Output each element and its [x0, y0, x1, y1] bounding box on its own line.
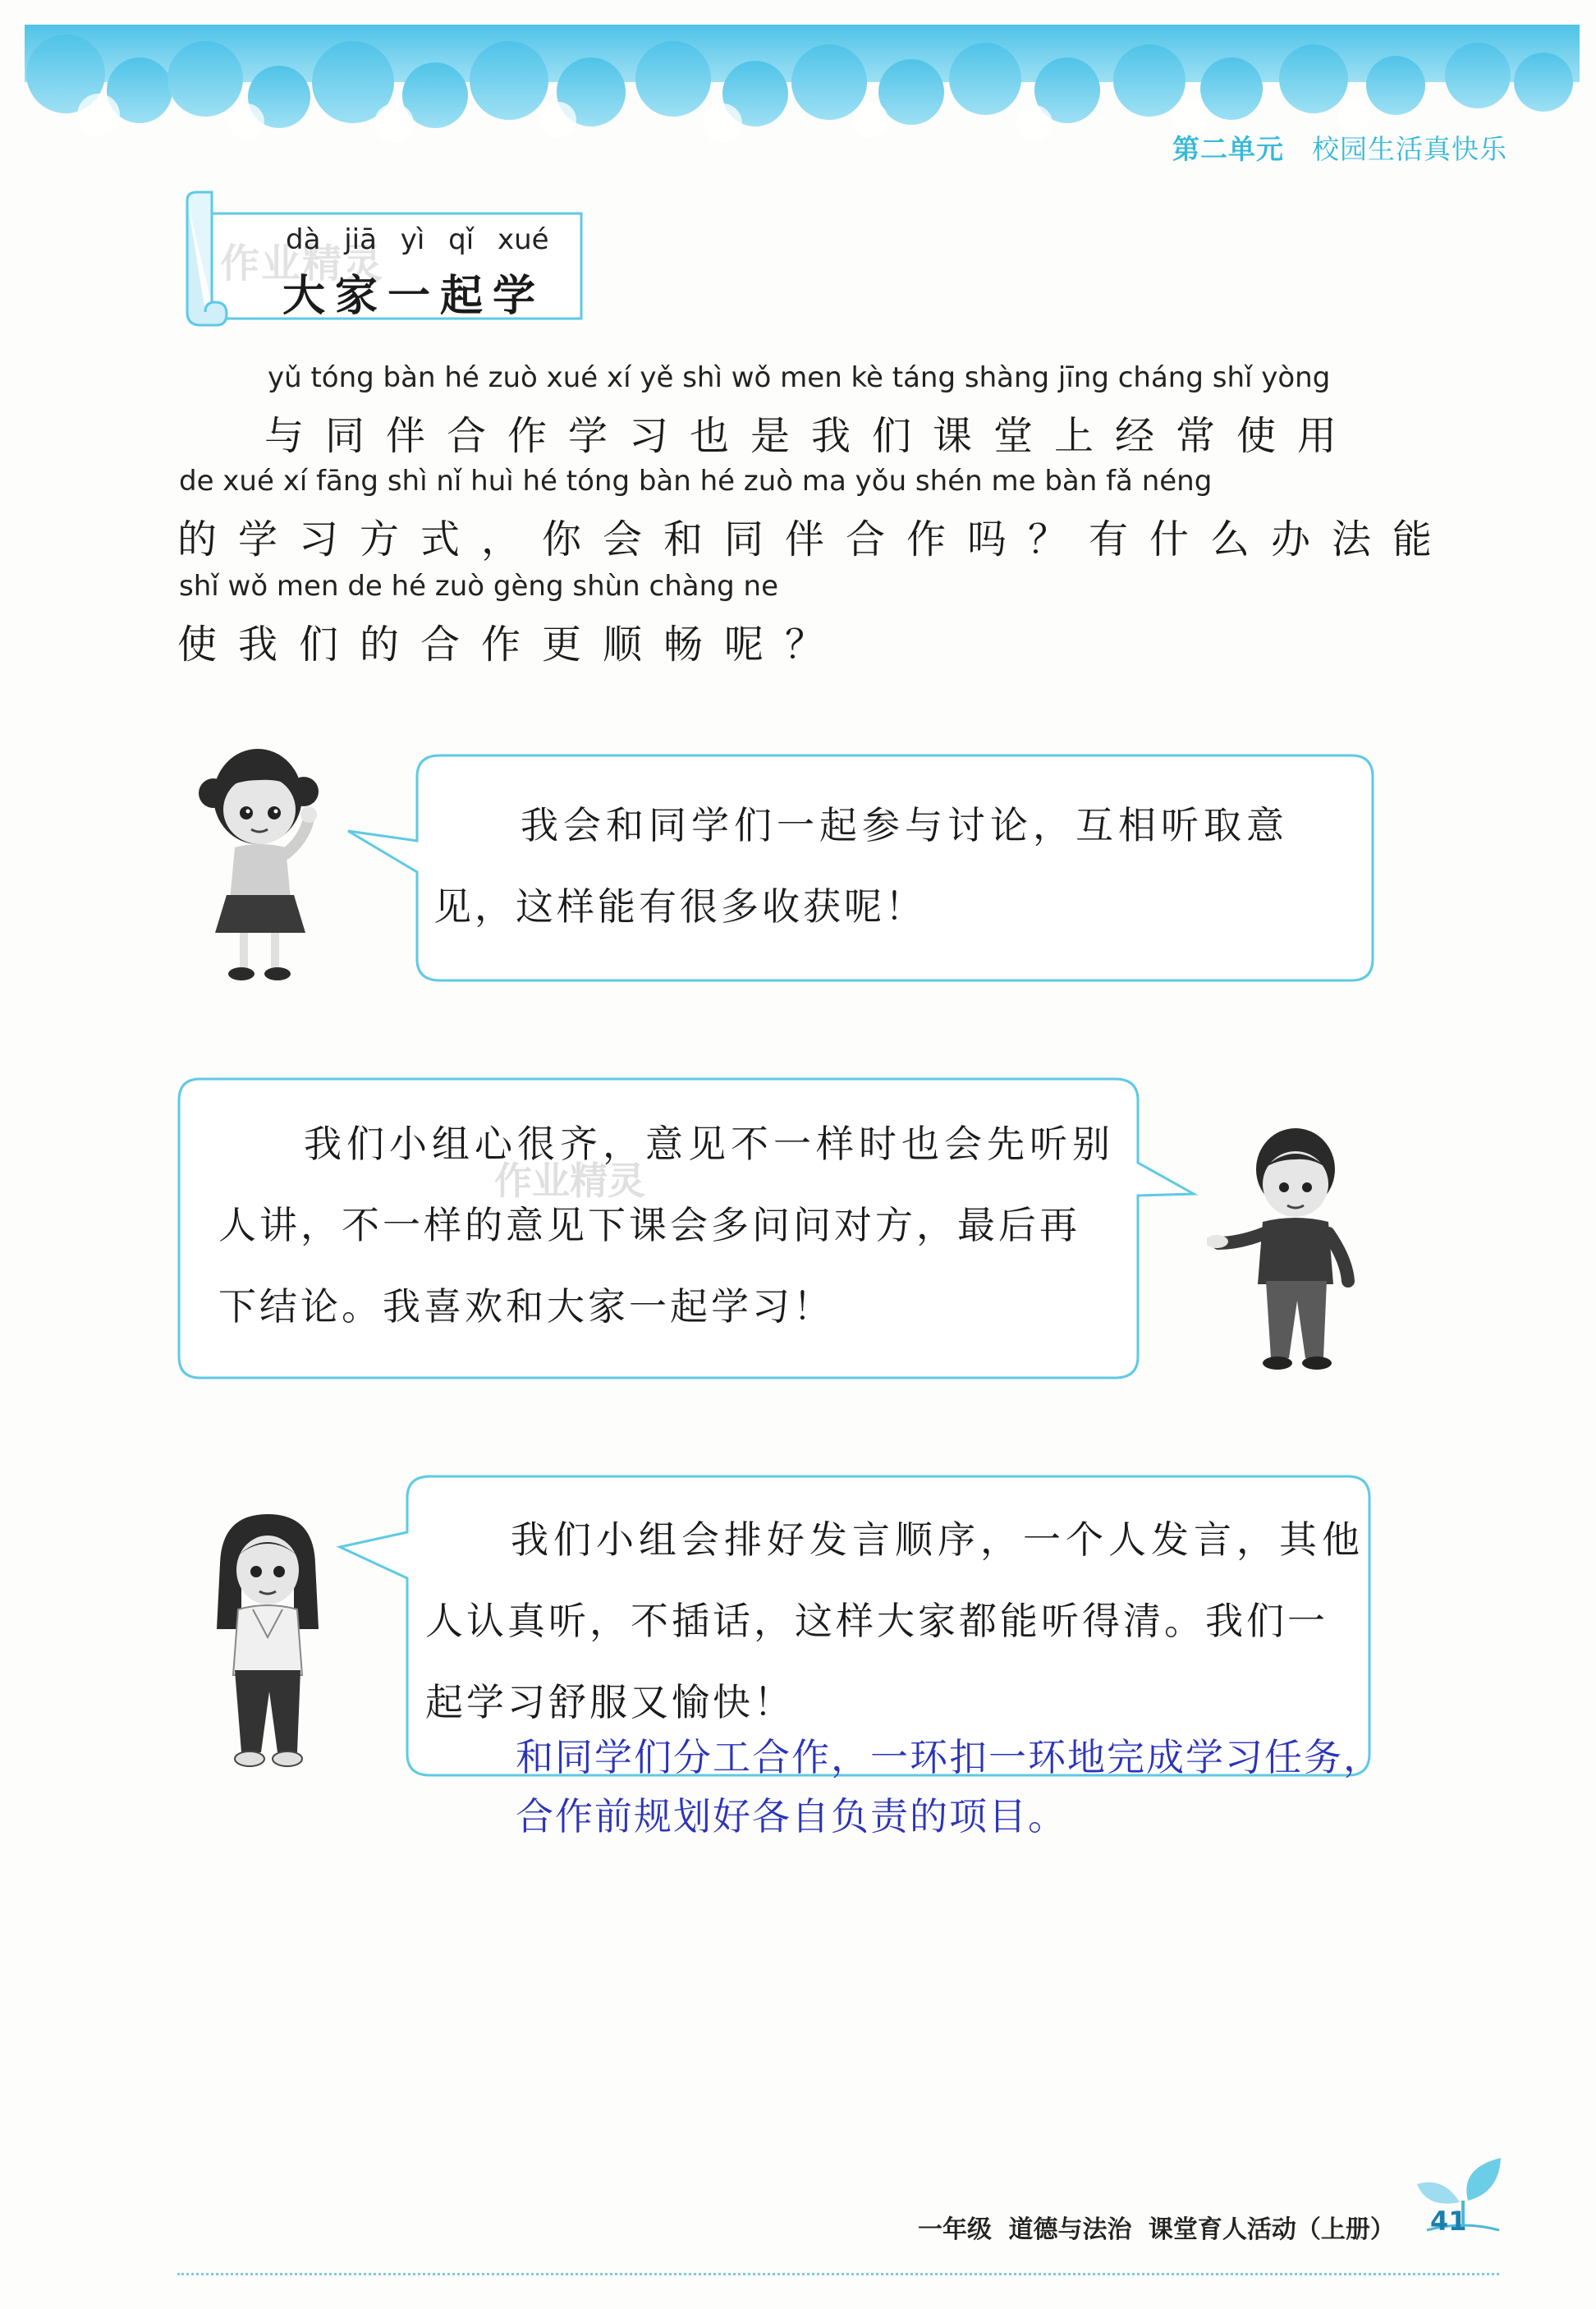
watermark: 作业精灵: [220, 241, 385, 287]
footer-divider: [177, 2273, 1499, 2275]
bubble-2-text-line: 人讲，不一样的意见下课会多问问对方，最后再: [218, 1203, 1080, 1247]
long-hair-girl-character-illustration: [205, 1506, 328, 1777]
unit-theme: 校园生活真快乐: [1312, 133, 1507, 165]
section-title-pinyin: dà jiā yì qǐ xué: [286, 223, 549, 256]
boy-character-illustration: [1207, 1120, 1379, 1383]
bubble-1-text-line: 我会和同学们一起参与讨论，互相听取意: [521, 803, 1289, 847]
written-answer-line: 合作前规划好各自负责的项目。: [516, 1794, 1067, 1838]
girl-character-illustration: [194, 739, 342, 994]
intro-pinyin-line: yǔ tóng bàn hé zuò xué xí yě shì wǒ men kè táng shàng jīng cháng shǐ yòng: [268, 361, 1331, 394]
unit-title: [1172, 128, 1507, 167]
watermark: 作业精灵: [494, 1159, 645, 1203]
bubble-2-text-line: 下结论。我喜欢和大家一起学习！: [218, 1284, 834, 1329]
intro-pinyin-line: de xué xí fāng shì nǐ huì hé tóng bàn hé zuò ma yǒu shén me bàn fǎ néng: [179, 465, 1213, 498]
bubble-1-text-line: 见，这样能有很多收获呢！: [433, 884, 926, 929]
bubble-3-text-line: 起学习舒服又愉快！: [425, 1680, 795, 1724]
written-answer-line: 和同学们分工合作，一环扣一环地完成学习任务，: [516, 1735, 1383, 1779]
intro-text-line: 的学习方式，你会和同伴合作吗？有什么办法能: [177, 516, 1454, 562]
footer-book-title: 一年级 道德与法治 课堂育人活动（上册）: [918, 2215, 1395, 2244]
bubble-3-text-line: 人认真听，不插话，这样大家都能听得清。我们一: [425, 1599, 1328, 1643]
intro-pinyin-line: shǐ wǒ men de hé zuò gèng shùn chàng ne: [179, 570, 779, 603]
section-title: 大家一起学: [282, 272, 546, 321]
unit-number: 第二单元: [1172, 133, 1284, 165]
bubble-3-text-line: 我们小组会排好发言顺序，一个人发言，其他: [511, 1517, 1364, 1562]
intro-text-line: 使我们的合作更顺畅呢？: [177, 622, 846, 668]
intro-text-line: 与同伴合作学习也是我们课堂上经常使用: [264, 413, 1359, 459]
bubble-2-text-line: 我们小组心很齐，意见不一样时也会先听别: [304, 1122, 1115, 1166]
page-number: 41: [1430, 2206, 1467, 2237]
